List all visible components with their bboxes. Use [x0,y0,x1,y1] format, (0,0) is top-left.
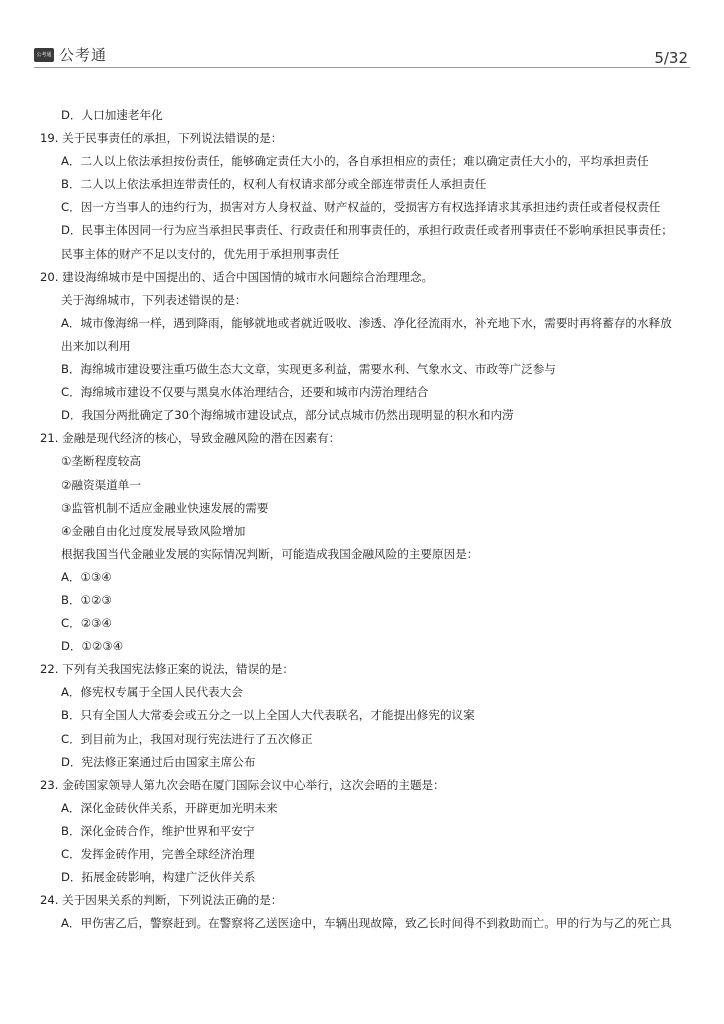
question-stem: 22. 下列有关我国宪法修正案的说法，错误的是： [40,662,294,677]
logo-badge: 公考通 [34,48,54,62]
text-line: 关于海绵城市，下列表述错误的是： [61,292,247,307]
header-divider [34,67,690,68]
text-line: B．只有全国人大常委会或五分之一以上全国人大代表联名，才能提出修宪的议案 [61,708,475,723]
text-line: C．到目前为止，我国对现行宪法进行了五次修正 [61,731,313,746]
text-line: C．发挥金砖作用，完善全球经济治理 [61,847,255,861]
text-line: A．深化金砖伙伴关系，开辟更加光明未来 [61,800,278,815]
text-line: B．深化金砖合作，维护世界和平安宁 [61,823,255,838]
text-line: ③监管机制不适应金融业快速发展的需要 [61,500,269,515]
text-line: 民事主体的财产不足以支付的，优先用于承担刑事责任 [61,246,340,261]
text-line: A．二人以上依法承担按份责任，能够确定责任大小的，各自承担相应的责任；难以确定责任大小的，平均承担责任 [61,154,649,169]
question-stem: 19. 关于民事责任的承担，下列说法错误的是： [40,131,283,146]
text-line: D．①②③④ [61,639,124,654]
text-line: ④金融自由化过度发展导致风险增加 [61,523,246,538]
text-line: A．①③④ [61,569,112,584]
text-line: A．修宪权专属于全国人民代表大会 [61,685,243,700]
text-line: ①垄断程度较高 [61,454,141,469]
question-stem: 24. 关于因果关系的判断，下列说法正确的是： [40,893,283,908]
logo-text: 公考通 [59,46,108,64]
text-line: D．人口加速老年化 [61,108,163,122]
text-line: D．我国分两批确定了30个海绵城市建设试点，部分试点城市仍然出现明显的积水和内涝 [61,408,514,423]
text-line: B．①②③ [61,592,112,607]
text-line: C．因一方当事人的违约行为，损害对方人身权益、财产权益的，受损害方有权选择请求其承担违约责任或者侵权责任 [61,200,661,215]
text-line: A．甲伤害乙后，警察赶到。在警察将乙送医途中，车辆出现故障，致乙长时间得不到救助而亡。甲的行为与乙的死亡具 [61,916,672,931]
page-number: 5/32 [654,49,688,67]
text-line: B．海绵城市建设要注重巧做生态大文章，实现更多利益，需要水利、气象水文、市政等广泛参与 [61,362,556,377]
text-line: ②融资渠道单一 [61,477,141,492]
text-line: A．城市像海绵一样，遇到降雨，能够就地或者就近吸收、渗透、净化径流雨水，补充地下水，需要时再将蓄存的水释放 [61,315,672,330]
text-line: D．民事主体因同一行为应当承担民事责任、行政责任和刑事责任的，承担行政责任或者刑事责任不影响承担民事责任； [61,223,673,238]
question-stem: 23. 金砖国家领导人第九次会晤在厦门国际会议中心举行，这次会晤的主题是： [40,777,445,792]
text-line: 出来加以利用 [61,338,131,353]
text-line: D．拓展金砖影响，构建广泛伙伴关系 [61,870,256,885]
text-line: D．宪法修正案通过后由国家主席公布 [61,754,256,769]
document-body [40,104,688,935]
text-line: C．海绵城市建设不仅要与黑臭水体治理结合，还要和城市内涝治理结合 [61,385,429,400]
text-line: C．②③④ [61,616,112,631]
text-line: 根据我国当代金融业发展的实际情况判断，可能造成我国金融风险的主要原因是： [61,546,479,561]
question-stem: 21. 金融是现代经济的核心，导致金融风险的潜在因素有： [40,431,341,446]
text-line: B．二人以上依法承担连带责任的，权利人有权请求部分或全部连带责任人承担责任 [61,177,487,192]
page-header [34,44,690,70]
logo [34,44,107,65]
question-stem: 20. 建设海绵城市是中国提出的、适合中国国情的城市水问题综合治理理念。 [40,269,434,284]
